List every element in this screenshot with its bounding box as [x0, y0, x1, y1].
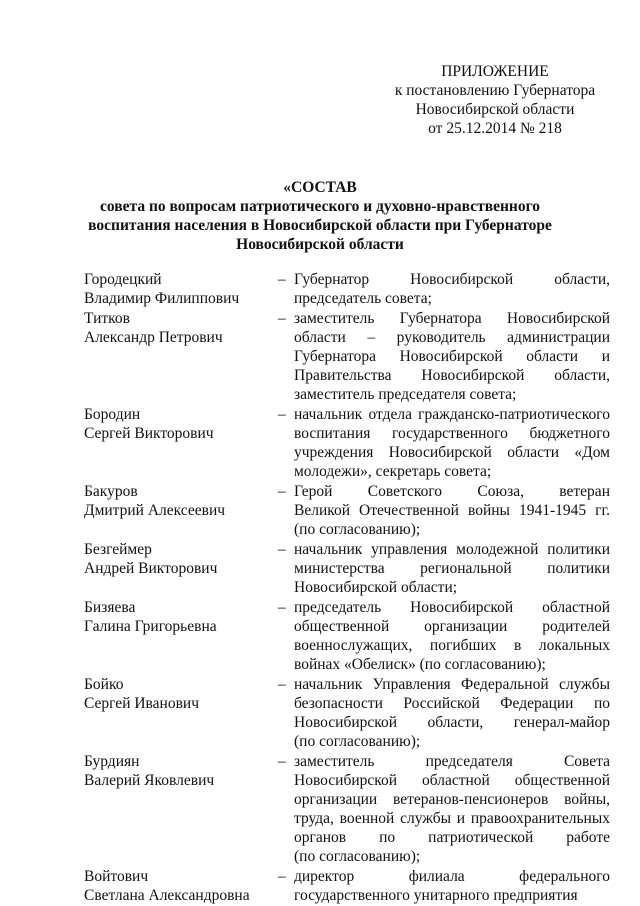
- member-given-name: Александр Петрович: [84, 329, 223, 346]
- member-given-name: Владимир Филиппович: [84, 290, 240, 307]
- member-dash: –: [278, 868, 286, 885]
- member-name: [84, 675, 278, 713]
- member-surname: Бизяева: [84, 599, 136, 616]
- member-dash: –: [278, 753, 286, 770]
- member-given-name: Сергей Викторович: [84, 425, 214, 442]
- member-role-line: органов по патриотической работе: [294, 829, 610, 846]
- member-row: [84, 309, 610, 404]
- member-dash: –: [278, 271, 286, 288]
- member-row: [84, 752, 610, 866]
- member-role-line: молодежи», секретарь совета;: [294, 463, 492, 480]
- appendix-block: [380, 62, 610, 138]
- title-line-4: Новосибирской области: [236, 236, 404, 253]
- member-role-line: заместитель председателя совета;: [294, 386, 517, 403]
- member-role-line: Герой Советского Союза, ветеран: [294, 483, 610, 500]
- member-row: [84, 675, 610, 751]
- member-role-line: Правительства Новосибирской области,: [294, 367, 610, 384]
- member-surname: Титков: [84, 310, 130, 327]
- member-name: [84, 405, 278, 443]
- member-role-line: труда, военной службы и правоохранительных: [294, 810, 610, 827]
- member-role: [294, 675, 610, 751]
- member-role-line: области – руководитель администрации: [294, 329, 610, 346]
- member-dash: –: [278, 310, 286, 327]
- member-dash: –: [278, 599, 286, 616]
- member-row: [84, 598, 610, 674]
- member-role-line: Губернатора Новосибирской области и: [294, 348, 610, 365]
- member-role-line: организации ветеранов-пенсионеров войны,: [294, 791, 610, 808]
- member-role: [294, 540, 610, 597]
- member-role-line: (по согласованию);: [294, 733, 421, 750]
- members-list: [84, 270, 610, 906]
- member-name: [84, 598, 278, 636]
- member-role-line: военнослужащих, погибших в локальных: [294, 637, 610, 654]
- member-role-line: (по согласованию);: [294, 521, 421, 538]
- member-given-name: Дмитрий Алексеевич: [84, 502, 226, 519]
- member-given-name: Светлана Александровна: [84, 887, 250, 904]
- member-surname: Войтович: [84, 868, 149, 885]
- appendix-heading: ПРИЛОЖЕНИЕ: [441, 63, 549, 80]
- appendix-decree-line: к постановлению Губернатора: [394, 82, 596, 99]
- member-role-line: начальник Управления Федеральной службы: [294, 676, 610, 693]
- member-role-line: председатель Новосибирской областной: [294, 599, 610, 616]
- member-role-line: Новосибирской области, генерал-майор: [294, 714, 610, 731]
- member-role-line: начальник отдела гражданско-патриотического: [294, 406, 610, 423]
- member-role: [294, 405, 610, 481]
- member-role-line: Великой Отечественной войны 1941-1945 гг.: [294, 502, 610, 519]
- member-row: [84, 482, 610, 539]
- member-surname: Городецкий: [84, 271, 162, 288]
- member-role-line: государственного унитарного предприятия: [294, 887, 578, 904]
- member-row: [84, 867, 610, 905]
- title-line-1: «СОСТАВ: [283, 179, 357, 196]
- member-surname: Бакуров: [84, 483, 138, 500]
- member-role: [294, 752, 610, 866]
- member-dash: –: [278, 483, 286, 500]
- member-role-line: председатель совета;: [294, 290, 432, 307]
- member-name: [84, 752, 278, 790]
- member-given-name: Валерий Яковлевич: [84, 772, 215, 789]
- member-dash: –: [278, 676, 286, 693]
- member-role-line: (по согласованию);: [294, 848, 421, 865]
- member-role-line: Новосибирской области;: [294, 579, 458, 596]
- title-line-2: совета по вопросам патриотического и духовно-нравственного: [100, 198, 540, 215]
- member-surname: Бородин: [84, 406, 141, 423]
- title-line-3: воспитания населения в Новосибирской области при Губернаторе: [88, 217, 552, 234]
- member-surname: Безгеймер: [84, 541, 152, 558]
- member-name: [84, 867, 278, 905]
- member-role-line: заместитель председателя Совета: [294, 753, 610, 770]
- appendix-region-line: Новосибирской области: [415, 101, 575, 118]
- member-role-line: безопасности Российской Федерации по: [294, 695, 610, 712]
- member-role-line: общественной организации родителей: [294, 618, 610, 635]
- member-name: [84, 270, 278, 308]
- member-surname: Бурдиян: [84, 753, 140, 770]
- member-given-name: Галина Григорьевна: [84, 618, 217, 635]
- member-role-line: заместитель Губернатора Новосибирской: [294, 310, 610, 327]
- member-role-line: начальник управления молодежной политики: [294, 541, 610, 558]
- member-role: [294, 598, 610, 674]
- member-role-line: министерства региональной политики: [294, 560, 610, 577]
- member-role-line: воспитания государственного бюджетного: [294, 425, 610, 442]
- member-role-line: учреждения Новосибирской области «Дом: [294, 444, 610, 461]
- member-name: [84, 309, 278, 347]
- member-role-line: Новосибирской областной общественной: [294, 772, 610, 789]
- member-role: [294, 309, 610, 404]
- member-dash: –: [278, 541, 286, 558]
- member-surname: Бойко: [84, 676, 124, 693]
- member-given-name: Сергей Иванович: [84, 695, 200, 712]
- member-role-line: Губернатор Новосибирской области,: [294, 271, 610, 288]
- member-role: [294, 270, 610, 308]
- appendix-date-number: от 25.12.2014 № 218: [428, 120, 562, 137]
- member-row: [84, 540, 610, 597]
- member-role: [294, 867, 610, 905]
- member-row: [84, 270, 610, 308]
- member-row: [84, 405, 610, 481]
- member-name: [84, 540, 278, 578]
- member-given-name: Андрей Викторович: [84, 560, 218, 577]
- member-role: [294, 482, 610, 539]
- document-title: [80, 178, 560, 254]
- member-dash: –: [278, 406, 286, 423]
- member-name: [84, 482, 278, 520]
- member-role-line: директор филиала федерального: [294, 868, 610, 885]
- member-role-line: войнах «Обелиск» (по согласованию);: [294, 656, 546, 673]
